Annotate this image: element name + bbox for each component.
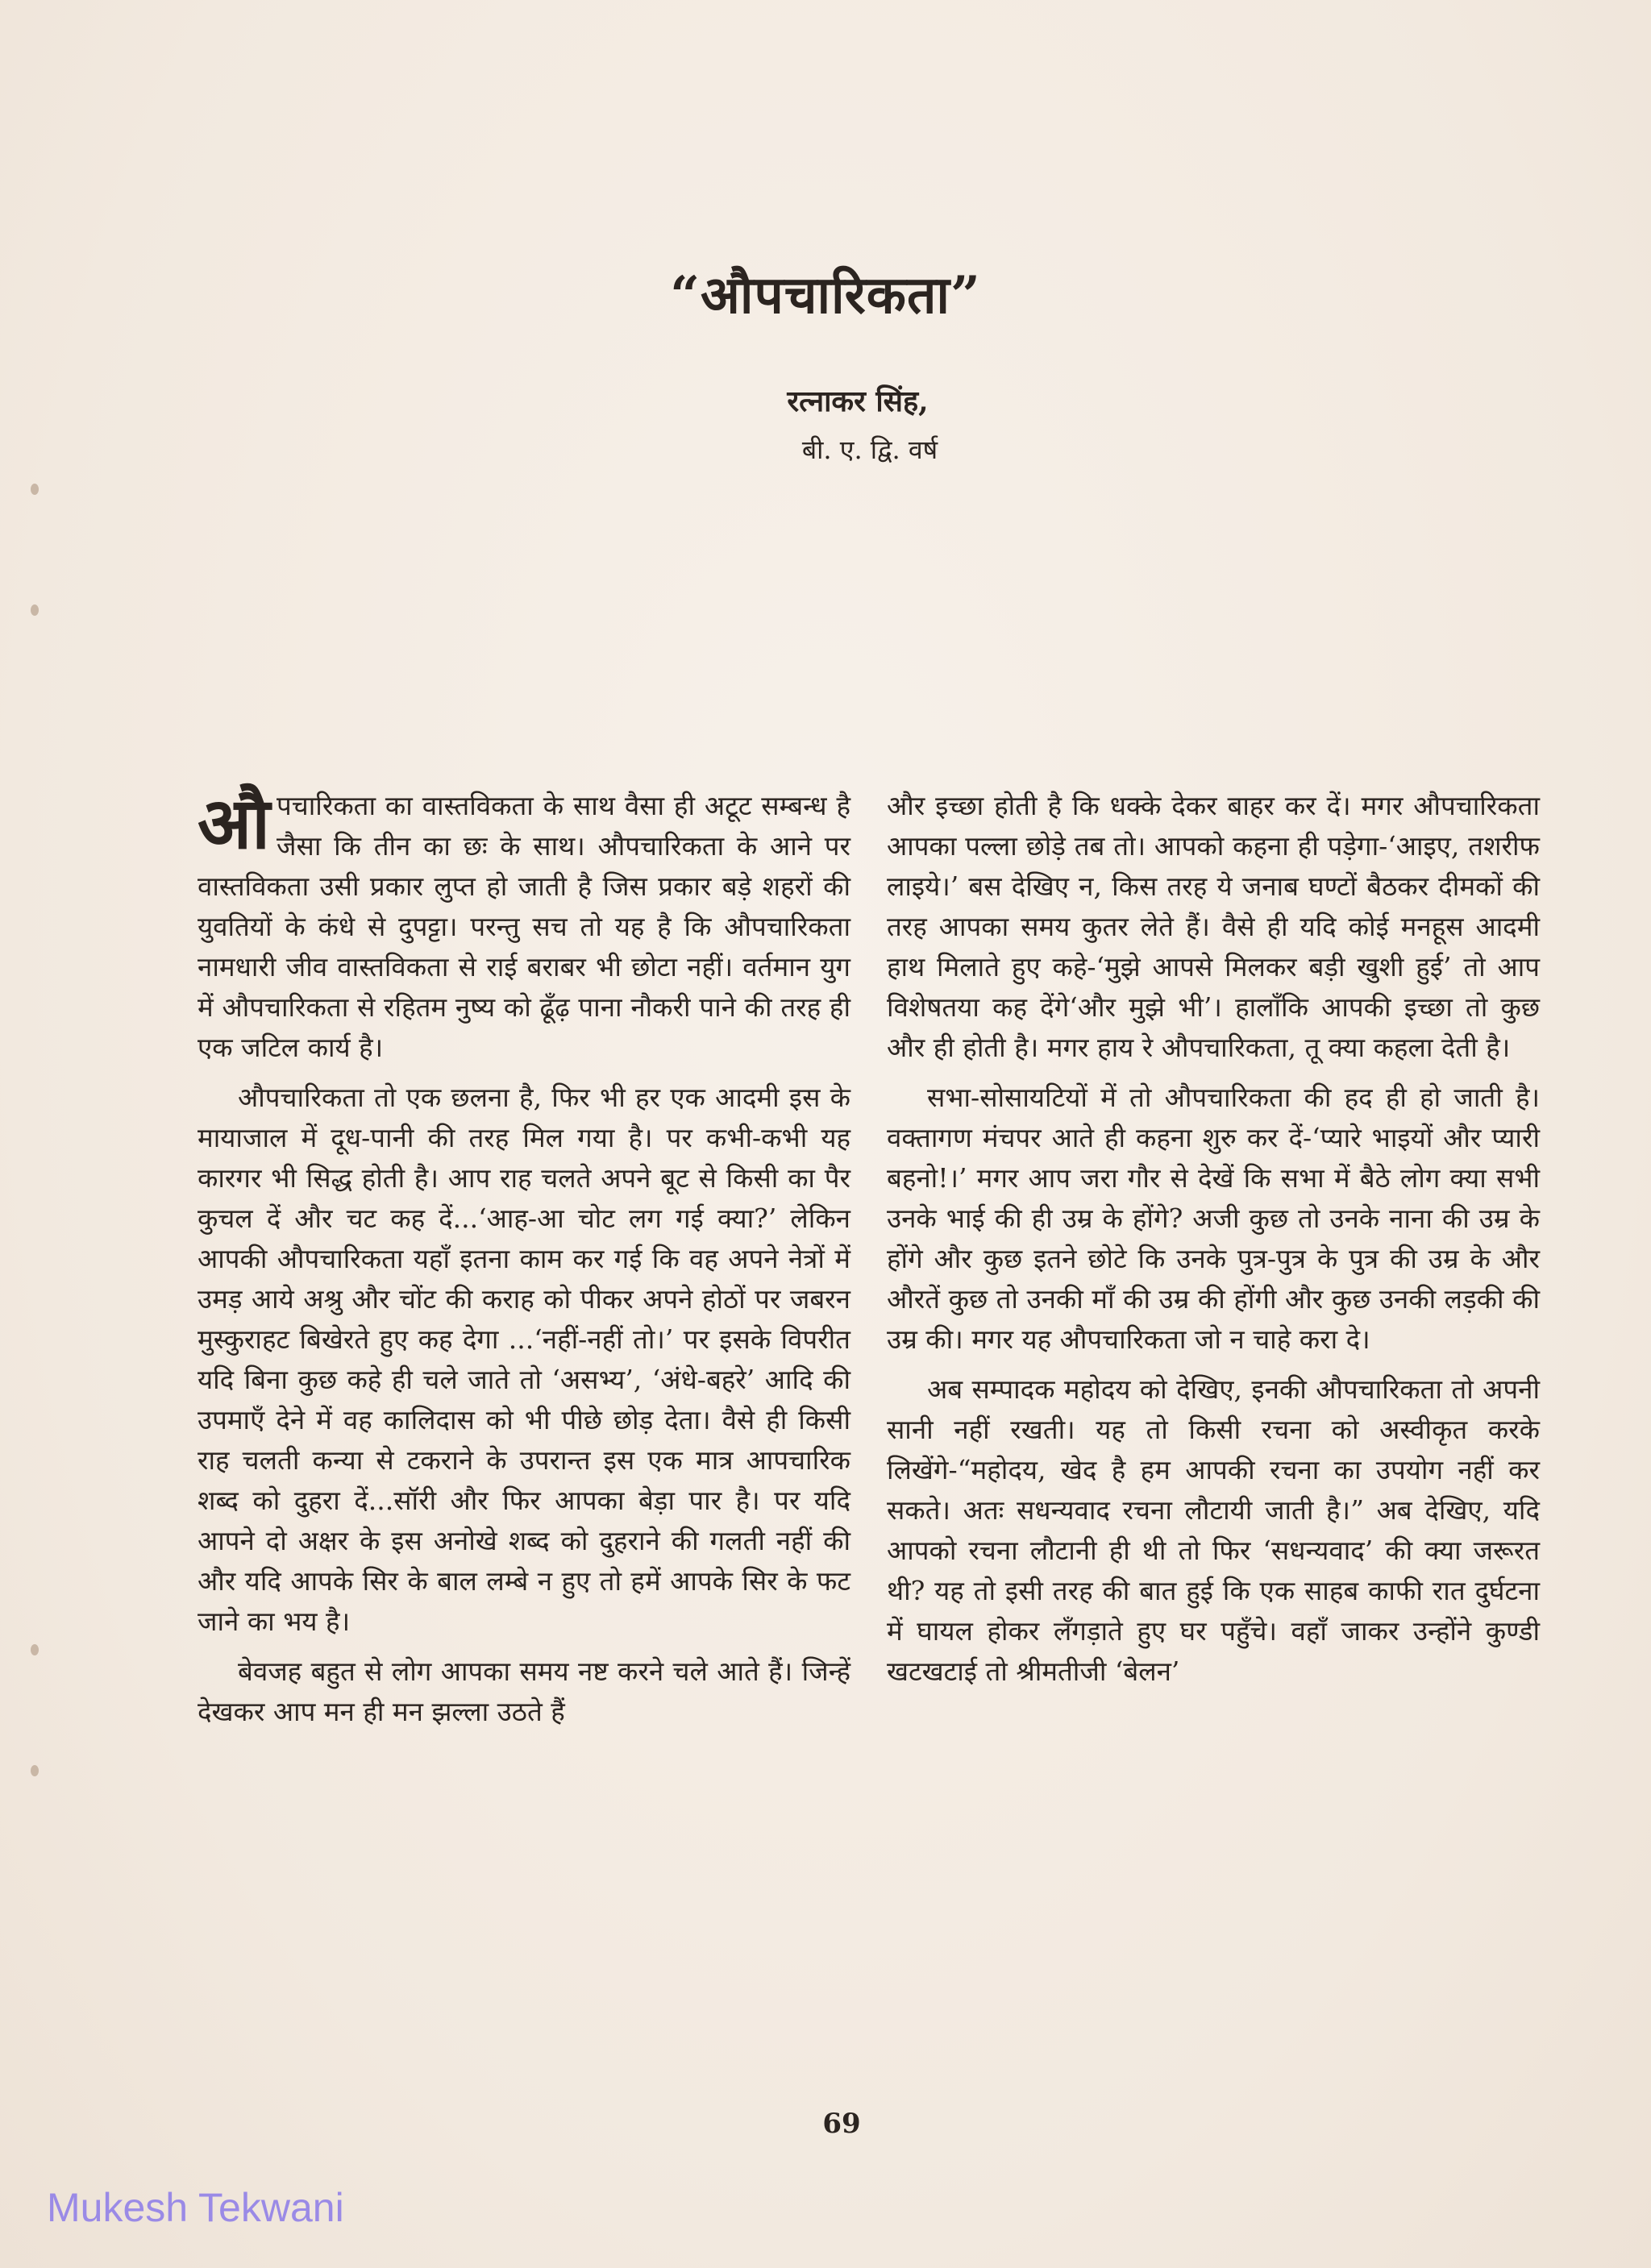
binding-hole-mark	[31, 604, 39, 616]
author-class: बी. ए. द्वि. वर्ष	[801, 434, 938, 465]
paragraph: सभा-सोसायटियों में तो औपचारिकता की हद ही हो जाती है। वक्तागण मंचपर आते ही कहना शुरु कर दें-‘प्यारे भाइयों और प्यारी बहनो!।’ मगर आप जरा गौर से देखें कि सभा में बैठे लोग क्या सभी उनके भाई की ही उम्र के होंगे? अजी कुछ तो उनके नाना की उम्र के होंगे और कुछ इतने छोटे कि उनके पुत्र-पुत्र के पुत्र की उम्र के और औरतें कुछ तो उनकी माँ की उम्र की होंगी और कुछ उनकी लड़की की उम्र की। मगर यह औपचारिकता जो न चाहे करा दे।	[887, 1082, 1540, 1355]
right-column	[887, 786, 1540, 1701]
page-number: 69	[822, 2108, 861, 2140]
author-name: रत्नाकर सिंह,	[787, 384, 929, 418]
binding-hole-mark	[31, 1765, 39, 1776]
binding-hole-mark	[31, 1644, 39, 1655]
paragraph: अब सम्पादक महोदय को देखिए, इनकी औपचारिकता तो अपनी सानी नहीं रखती। यह तो किसी रचना को अस्वीकृत करके लिखेंगे-“महोदय, खेद है हम आपकी रचना का उपयोग नहीं कर सकते। अतः सधन्यवाद रचना लौटायी जाती है।” अब देखिए, यदि आपको रचना लौटानी ही थी तो फिर ‘सधन्यवाद’ की क्या जरूरत थी? यह तो इसी तरह की बात हुई कि एक साहब काफी रात दुर्घटना में घायल होकर लँगड़ाते हुए घर पहुँचे। वहाँ जाकर उन्होंने कुण्डी खटखटाई तो श्रीमतीजी ‘बेलन’	[887, 1373, 1540, 1687]
paragraph	[198, 781, 850, 1068]
watermark-text: Mukesh Tekwani	[47, 2185, 344, 2230]
left-column	[198, 781, 850, 1742]
paragraph: और इच्छा होती है कि धक्के देकर बाहर कर दें। मगर औपचारिकता आपका पल्ला छोड़े तब तो। आपको कहना ही पड़ेगा-‘आइए, तशरीफ लाइये।’ बस देखिए न, किस तरह ये जनाब घण्टों बैठकर दीमकों की तरह आपका समय कुतर लेते हैं। वैसे ही यदि कोई मनहूस आदमी हाथ मिलाते हुए कहे-‘मुझे आपसे मिलकर बड़ी खुशी हुई’ तो आप विशेषतया कह देंगे‘और मुझे भी’। हालाँकि आपकी इच्छा तो कुछ और ही होती है। मगर हाय रे औपचारिकता, तू क्या कहला देती है।	[887, 790, 1540, 1063]
paragraph-text: पचारिकता का वास्तविकता के साथ वैसा ही अटूट सम्बन्ध है जैसा कि तीन का छः के साथ। औपचारिकता के आने पर वास्तविकता उसी प्रकार लुप्त हो जाती है जिस प्रकार बड़े शहरों की युवतियों के कंधे से दुपट्टा। परन्तु सच तो यह है कि औपचारिकता नामधारी जीव वास्तविकता से राई बराबर भी छोटा नहीं। वर्तमान युग में औपचारिकता से रहितम नुष्य को ढूँढ़ पाना नौकरी पाने की तरह ही एक जटिल कार्य है।	[198, 790, 850, 1063]
binding-hole-mark	[31, 484, 39, 495]
drop-cap: औ	[198, 781, 271, 865]
paragraph: औपचारिकता तो एक छलना है, फिर भी हर एक आदमी इस के मायाजाल में दूध-पानी की तरह मिल गया है। पर कभी-कभी यह कारगर भी सिद्ध होती है। आप राह चलते अपने बूट से किसी का पैर कुचल दें और चट कह दें...‘आह-आ चोट लग गई क्या?’ लेकिन आपकी औपचारिकता यहाँ इतना काम कर गई कि वह अपने नेत्रों में उमड़ आये अश्रु और चोंट की कराह को पीकर अपने होठों पर जबरन मुस्कुराहट बिखेरते हुए कह देगा ...‘नहीं-नहीं तो।’ पर इसके विपरीत यदि बिना कुछ कहे ही चले जाते तो ‘असभ्य’, ‘अंधे-बहरे’ आदि की उपमाएँ देने में वह कालिदास को भी पीछे छोड़ देता। वैसे ही किसी राह चलती कन्या से टकराने के उपरान्त इस एक मात्र आपचारिक शब्द को दुहरा दें...सॉरी और फिर आपका बेड़ा पार है। पर यदि आपने दो अक्षर के इस अनोखे शब्द को दुहराने की गलती नहीं की और यदि आपके सिर के बाल लम्बे न हुए तो हमें आपके सिर के फट जाने का भय है।	[198, 1082, 850, 1637]
paragraph: बेवजह बहुत से लोग आपका समय नष्ट करने चले आते हैं। जिन्हें देखकर आप मन ही मन झल्ला उठते हैं	[198, 1655, 850, 1727]
article-title: “औपचारिकता”	[670, 265, 981, 326]
